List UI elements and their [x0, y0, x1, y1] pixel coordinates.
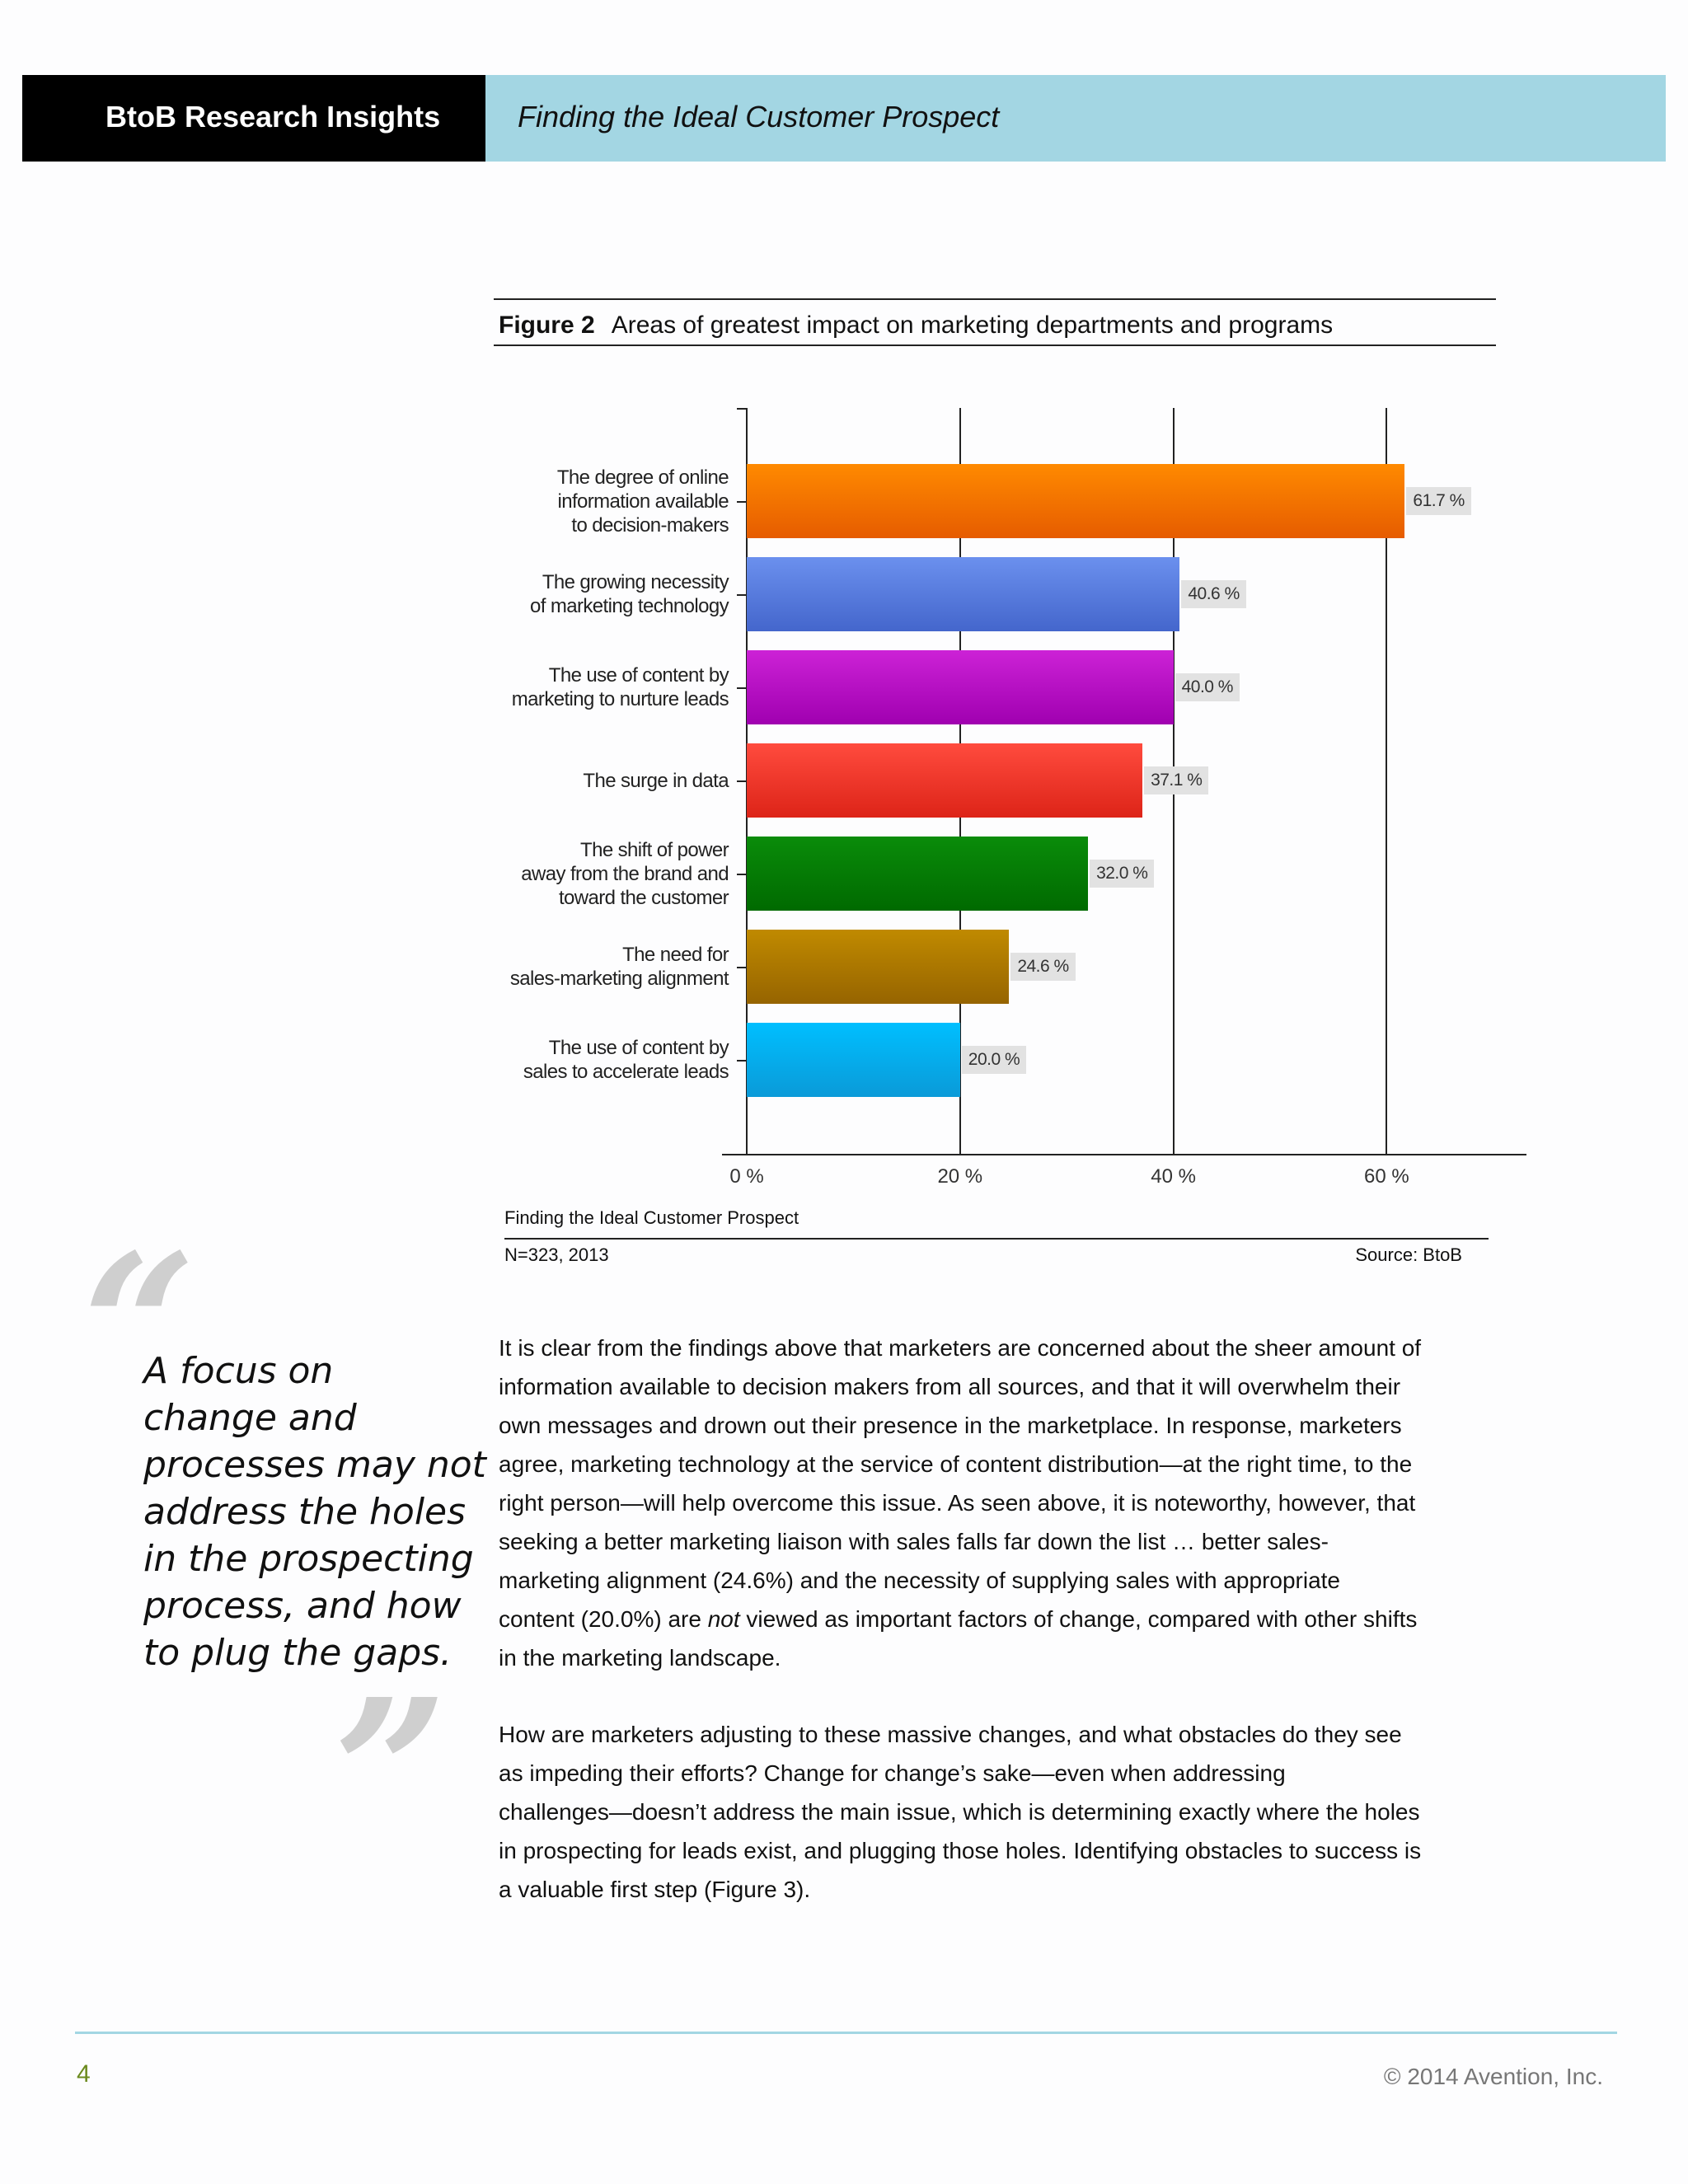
pull-quote-line: in the prospecting — [143, 1538, 474, 1580]
footer-rule — [75, 2032, 1617, 2034]
x-tick-label: 20 % — [937, 1165, 983, 1188]
category-tick — [737, 594, 747, 596]
text-line: in the marketing landscape. — [499, 1645, 781, 1671]
category-label-line: The need for — [622, 944, 729, 966]
category-label-line: The surge in data — [583, 769, 729, 792]
text-line: seeking a better marketing liaison with sales falls far down the list … better sales- — [499, 1529, 1329, 1554]
pull-quote-line: to plug the gaps. — [143, 1632, 452, 1674]
text-segment: viewed as important factors of change, compared with other shifts — [739, 1606, 1418, 1632]
category-label-line: The degree of online — [556, 466, 729, 489]
pull-quote — [143, 1347, 486, 1676]
data-label: 20.0 % — [962, 1046, 1026, 1074]
text-line: in prospecting for leads exist, and plugging those holes. Identifying obstacles to success is — [499, 1838, 1422, 1863]
category-label-line: of marketing technology — [529, 595, 729, 617]
copyright: © 2014 Avention, Inc. — [1383, 2064, 1603, 2089]
bar — [747, 930, 1009, 1004]
category-label-line: The use of content by — [548, 1037, 729, 1059]
data-label: 40.6 % — [1181, 580, 1245, 608]
category-label-line: The shift of power — [580, 838, 729, 861]
bar — [747, 837, 1088, 911]
text-line: agree, marketing technology at the service of content distribution—at the right time, to the — [499, 1451, 1413, 1477]
body-paragraph-1 — [499, 1329, 1421, 1677]
category-tick — [737, 687, 747, 689]
text-line: How are marketers adjusting to these massive changes, and what obstacles do they see — [499, 1722, 1402, 1747]
category-label-line: The growing necessity — [542, 571, 729, 593]
emphasis: not — [707, 1606, 740, 1632]
page-number: 4 — [77, 2060, 91, 2088]
figure-note-rule — [504, 1238, 1489, 1240]
figure-caption: Areas of greatest impact on marketing departments and programs — [611, 312, 1334, 339]
category-label-line: to decision-makers — [571, 513, 729, 537]
text-segment: content (20.0%) are — [499, 1606, 708, 1632]
category-tick — [737, 967, 747, 968]
text-line: marketing alignment (24.6%) and the necessity of supplying sales with appropriate — [499, 1568, 1341, 1593]
open-quote-icon: “ — [82, 1211, 197, 1443]
category-label — [510, 943, 729, 991]
text-line: challenges—doesn’t address the main issue, which is determining exactly where the holes — [499, 1799, 1420, 1825]
figure-source: Source: BtoB — [1355, 1244, 1462, 1265]
data-label: 40.0 % — [1175, 673, 1240, 701]
figure-title — [499, 312, 1333, 340]
bar — [747, 464, 1404, 538]
text-line — [499, 1600, 1421, 1638]
category-label-line: The use of content by — [548, 664, 729, 687]
text-line: as impeding their efforts? Change for change’s sake—even when addressing — [499, 1760, 1286, 1786]
pull-quote-line: A focus on — [143, 1350, 334, 1392]
pull-quote-line: change and — [143, 1397, 357, 1439]
bar — [747, 557, 1179, 631]
close-quote-icon: ” — [334, 1656, 448, 1888]
category-label — [521, 838, 729, 910]
x-tick-label: 40 % — [1151, 1165, 1196, 1188]
pull-quote-line: address the holes — [143, 1491, 467, 1533]
category-tick — [737, 780, 747, 782]
figure-sample: N=323, 2013 — [504, 1244, 609, 1265]
data-label: 32.0 % — [1090, 860, 1154, 888]
figure-source-title: Finding the Ideal Customer Prospect — [504, 1207, 799, 1228]
data-label: 37.1 % — [1144, 766, 1208, 794]
figure-label: Figure 2 — [499, 312, 595, 339]
y-axis-top-tick — [737, 408, 747, 410]
pull-quote-line: processes may not — [143, 1444, 486, 1486]
x-axis — [722, 1154, 1526, 1155]
category-label — [530, 570, 729, 618]
text-line: own messages and drown out their presence in the marketplace. In response, marketers — [499, 1413, 1402, 1438]
category-label-line: information available — [557, 490, 729, 513]
category-label-line: sales-marketing alignment — [509, 968, 729, 990]
category-tick — [737, 501, 747, 503]
category-tick — [737, 1060, 747, 1062]
body-paragraph-2 — [499, 1715, 1421, 1909]
category-label — [583, 769, 729, 793]
data-label: 24.6 % — [1010, 953, 1075, 981]
category-label-line: marketing to nurture leads — [511, 688, 729, 710]
header-brand: BtoB Research Insights — [106, 100, 441, 134]
header-title: Finding the Ideal Customer Prospect — [518, 100, 1000, 134]
data-label: 61.7 % — [1406, 487, 1470, 515]
category-label — [557, 466, 729, 537]
text-line: It is clear from the findings above that marketers are concerned about the sheer amount of — [499, 1335, 1422, 1361]
figure-bottom-rule — [494, 344, 1496, 346]
pull-quote-line: process, and how — [143, 1585, 462, 1627]
x-tick-label: 60 % — [1364, 1165, 1409, 1188]
text-line: right person—will help overcome this issue. As seen above, it is noteworthy, however, that — [499, 1490, 1416, 1516]
category-label-line: sales to accelerate leads — [523, 1061, 729, 1083]
category-label-line: toward the customer — [558, 886, 729, 909]
text-line: information available to decision makers from all sources, and that it will overwhelm their — [499, 1374, 1401, 1399]
category-tick — [737, 874, 747, 875]
x-tick-label: 0 % — [729, 1165, 764, 1188]
bar — [747, 1023, 960, 1097]
category-label — [512, 663, 729, 711]
bar — [747, 650, 1174, 724]
bar — [747, 743, 1142, 818]
figure-top-rule — [494, 298, 1496, 300]
category-label — [523, 1036, 729, 1084]
text-line: a valuable first step (Figure 3). — [499, 1877, 811, 1902]
category-label-line: away from the brand and — [521, 862, 729, 885]
